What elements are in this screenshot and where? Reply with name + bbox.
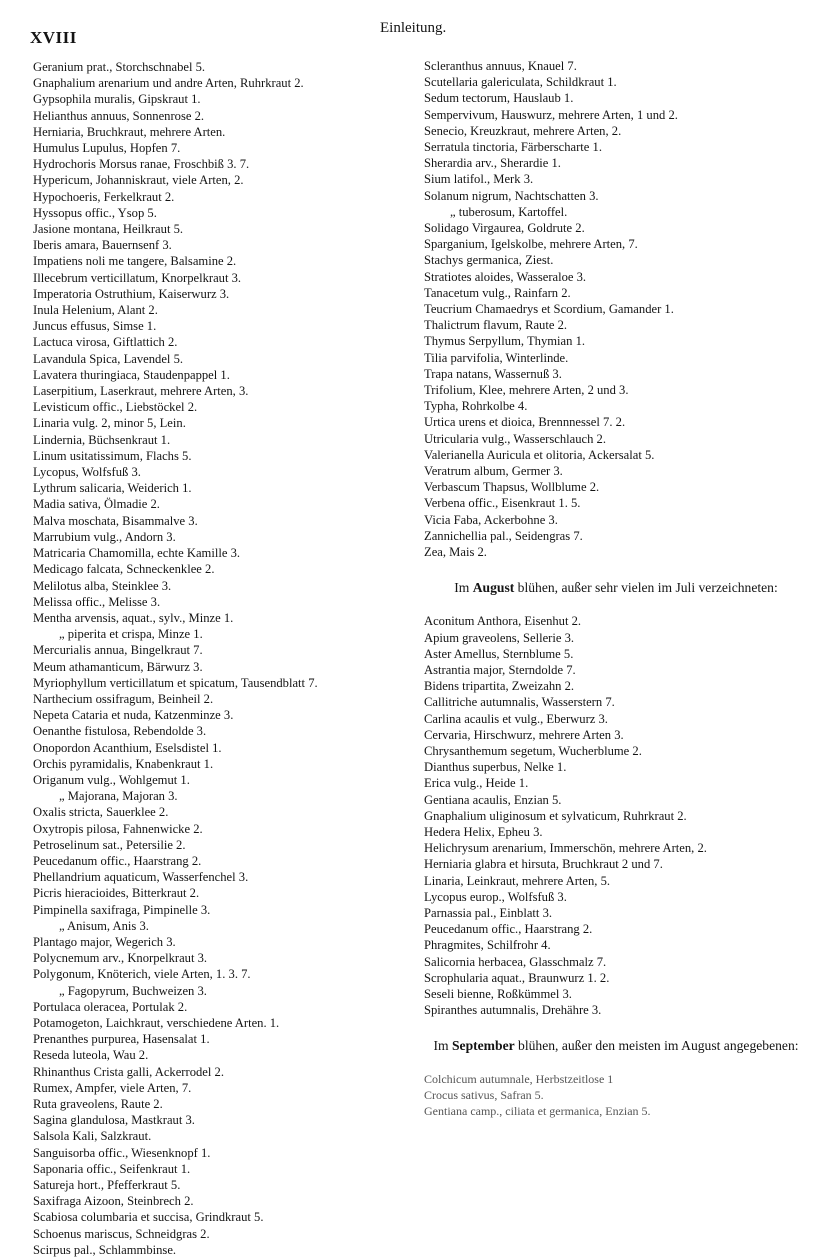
list-item: Rumex, Ampfer, viele Arten, 7. [33, 1080, 192, 1095]
list-item: Jasione montana, Heilkraut 5. [33, 222, 184, 237]
list-item: Iberis amara, Bauernsenf 3. [33, 238, 172, 253]
list-item: Apium graveolens, Sellerie 3. [424, 630, 575, 645]
list-item: Spiranthes autumnalis, Drehähre 3. [424, 1003, 602, 1018]
list-item: Phragmites, Schilfrohr 4. [424, 938, 551, 953]
list-item: Scleranthus annuus, Knauel 7. [424, 59, 577, 73]
list-item: Lavandula Spica, Lavendel 5. [33, 351, 184, 366]
page-number: XVIII [30, 28, 77, 47]
august-heading-month: August [472, 580, 515, 596]
list-item: Petroselinum sat., Petersilie 2. [33, 837, 186, 852]
list-item: Saponaria offic., Seifenkraut 1. [33, 1161, 191, 1176]
list-item: Polycnemum arv., Knorpelkraut 3. [33, 951, 208, 966]
list-item: Onopordon Acanthium, Eselsdistel 1. [33, 740, 222, 755]
list-item: Serratula tinctoria, Färberscharte 1. [424, 140, 602, 155]
list-item: Polygonum, Knöterich, viele Arten, 1. 3. 7. [33, 967, 251, 982]
list-item: Trifolium, Klee, mehrere Arten, 2 und 3. [424, 383, 629, 398]
list-item: Meum athamanticum, Bärwurz 3. [33, 659, 203, 674]
list-item: Matricaria Chamomilla, echte Kamille 3. [33, 546, 241, 561]
list-item: Saxifraga Aizoon, Steinbrech 2. [33, 1194, 194, 1209]
list-item: Stachys germanica, Ziest. [424, 253, 554, 268]
list-item: Narthecium ossifragum, Beinheil 2. [33, 691, 214, 706]
list-item: Thymus Serpyllum, Thymian 1. [424, 334, 586, 349]
list-item: Carlina acaulis et vulg., Eberwurz 3. [424, 711, 608, 726]
list-item: Origanum vulg., Wohlgemut 1. [33, 772, 190, 787]
list-item: Phellandrium aquaticum, Wasserfenchel 3. [33, 870, 249, 885]
list-item: Ruta graveolens, Raute 2. [33, 1097, 163, 1111]
list-item: Herniaria glabra et hirsuta, Bruchkraut 2 und 7. [424, 857, 663, 872]
list-item: Scutellaria galericulata, Schildkraut 1. [424, 75, 617, 90]
list-item: Typha, Rohrkolbe 4. [424, 399, 528, 414]
list-item: Trapa natans, Wassernuß 3. [424, 366, 562, 381]
list-item: Scirpus pal., Schlammbinse. [33, 1242, 177, 1257]
list-item: Scabiosa columbaria et succisa, Grindkraut 5. [33, 1210, 264, 1225]
list-item: Thalictrum flavum, Raute 2. [424, 318, 568, 333]
list-item: Peucedanum offic., Haarstrang 2. [424, 922, 593, 937]
list-item: Pimpinella saxifraga, Pimpinelle 3. [33, 902, 211, 917]
list-item: Hydrochoris Morsus ranae, Froschbiß 3. 7. [33, 157, 250, 172]
list-item: Sparganium, Igelskolbe, mehrere Arten, 7. [424, 237, 638, 252]
list-item: Hypericum, Johanniskraut, viele Arten, 2. [33, 173, 244, 188]
list-item: Teucrium Chamaedrys et Scordium, Gamander 1. [424, 302, 674, 317]
list-item: Lindernia, Büchsenkraut 1. [33, 432, 171, 447]
september-heading-prefix: Im [433, 1038, 452, 1054]
list-item: „ Majorana, Majoran 3. [59, 789, 178, 804]
list-item: Mercurialis annua, Bingelkraut 7. [33, 643, 203, 658]
list-item: Linum usitatissimum, Flachs 5. [33, 448, 192, 463]
list-item: Colchicum autumnale, Herbstzeitlose 1 [424, 1072, 614, 1087]
list-item: Bidens tripartita, Zweizahn 2. [424, 679, 575, 694]
list-item: Illecebrum verticillatum, Knorpelkraut 3. [33, 270, 242, 285]
list-item: Lavatera thuringiaca, Staudenpappel 1. [33, 367, 230, 382]
list-item: Lycopus europ., Wolfsfuß 3. [424, 889, 567, 904]
list-item: Helichrysum arenarium, Immerschön, mehrere Arten, 2. [424, 841, 707, 856]
list-item: Salicornia herbacea, Glasschmalz 7. [424, 954, 607, 969]
list-item: Melissa offic., Melisse 3. [33, 594, 161, 609]
list-item: Humulus Lupulus, Hopfen 7. [33, 141, 181, 156]
list-item: Impatiens noli me tangere, Balsamine 2. [33, 254, 237, 269]
list-item: Helianthus annuus, Sonnenrose 2. [33, 108, 205, 123]
list-item: Salsola Kali, Salzkraut. [33, 1129, 152, 1144]
list-item: Erica vulg., Heide 1. [424, 776, 529, 791]
list-item: Myriophyllum verticillatum et spicatum, Tausendblatt 7. [33, 675, 318, 690]
list-item: Prenanthes purpurea, Hasensalat 1. [33, 1032, 210, 1047]
august-heading-prefix: Im [454, 580, 473, 596]
right-column [424, 58, 808, 1119]
list-item: Potamogeton, Laichkraut, verschiedene Arten. 1. [33, 1015, 280, 1030]
september-heading-rest: blühen, außer den meisten im August angegebenen: [514, 1038, 799, 1054]
list-item: Cervaria, Hirschwurz, mehrere Arten 3. [424, 727, 624, 742]
list-item: Gnaphalium uliginosum et sylvaticum, Ruhrkraut 2. [424, 808, 687, 823]
list-item: Veratrum album, Germer 3. [424, 464, 563, 479]
left-column [33, 59, 415, 1258]
list-item: Laserpitium, Laserkraut, mehrere Arten, 3. [33, 384, 249, 399]
list-item: Inula Helenium, Alant 2. [33, 303, 158, 318]
list-item: Aster Amellus, Sternblume 5. [424, 646, 574, 661]
list-item: Oxytropis pilosa, Fahnenwicke 2. [33, 821, 203, 836]
list-item: Nepeta Cataria et nuda, Katzenminze 3. [33, 708, 234, 723]
list-item: Crocus sativus, Safran 5. [424, 1088, 544, 1103]
list-item: Gypsophila muralis, Gipskraut 1. [33, 92, 201, 107]
list-item: Portulaca oleracea, Portulak 2. [33, 999, 188, 1014]
list-item: Sempervivum, Hauswurz, mehrere Arten, 1 und 2. [424, 107, 678, 122]
list-item: Plantago major, Wegerich 3. [33, 934, 176, 949]
list-item: Utricularia vulg., Wasserschlauch 2. [424, 431, 607, 446]
list-item: Sedum tectorum, Hauslaub 1. [424, 91, 574, 106]
list-item: „ Anisum, Anis 3. [59, 918, 149, 933]
list-item: Astrantia major, Sterndolde 7. [424, 662, 576, 677]
list-item: Tilia parvifolia, Winterlinde. [424, 350, 569, 365]
list-item: Senecio, Kreuzkraut, mehrere Arten, 2. [424, 123, 622, 138]
list-item: Gentiana camp., ciliata et germanica, Enzian 5. [424, 1104, 651, 1119]
list-item: Vicia Faba, Ackerbohne 3. [424, 512, 558, 527]
list-item: Mentha arvensis, aquat., sylv., Minze 1. [33, 610, 234, 625]
list-item: Lycopus, Wolfsfuß 3. [33, 465, 141, 480]
list-item: Geranium prat., Storchschnabel 5. [33, 60, 206, 74]
list-item: Sagina glandulosa, Mastkraut 3. [33, 1113, 195, 1128]
list-item: Seseli bienne, Roßkümmel 3. [424, 986, 572, 1001]
list-item: „ tuberosum, Kartoffel. [450, 204, 568, 219]
right-column-list [424, 58, 808, 560]
list-item: Urtica urens et dioica, Brennnessel 7. 2. [424, 415, 626, 430]
list-item: „ piperita et crispa, Minze 1. [59, 627, 203, 642]
august-list [424, 613, 808, 1018]
august-heading-rest: blühen, außer sehr vielen im Juli verzeichneten: [514, 580, 778, 596]
list-item: Marrubium vulg., Andorn 3. [33, 529, 176, 544]
list-item: Sherardia arv., Sherardie 1. [424, 156, 561, 171]
list-item: Solanum nigrum, Nachtschatten 3. [424, 188, 599, 203]
list-item: Oenanthe fistulosa, Rebendolde 3. [33, 724, 207, 739]
list-item: Solidago Virgaurea, Goldrute 2. [424, 221, 585, 236]
list-item: Picris hieracioides, Bitterkraut 2. [33, 886, 200, 901]
list-item: Chrysanthemum segetum, Wucherblume 2. [424, 743, 642, 758]
list-item: Zea, Mais 2. [424, 545, 487, 560]
list-item: Sium latifol., Merk 3. [424, 172, 534, 187]
list-item: Reseda luteola, Wau 2. [33, 1048, 149, 1063]
list-item: Linaria, Leinkraut, mehrere Arten, 5. [424, 873, 611, 888]
august-heading [424, 578, 808, 597]
list-item: Schoenus mariscus, Schneidgras 2. [33, 1226, 210, 1241]
list-item: Peucedanum offic., Haarstrang 2. [33, 853, 202, 868]
list-item: Aconitum Anthora, Eisenhut 2. [424, 614, 582, 629]
september-heading [424, 1036, 808, 1055]
list-item: Verbena offic., Eisenkraut 1. 5. [424, 496, 581, 511]
list-item: Imperatoria Ostruthium, Kaiserwurz 3. [33, 286, 230, 301]
list-item: „ Fagopyrum, Buchweizen 3. [59, 983, 207, 998]
list-item: Melilotus alba, Steinklee 3. [33, 578, 172, 593]
list-item: Gnaphalium arenarium und andre Arten, Ruhrkraut 2. [33, 76, 304, 91]
list-item: Levisticum offic., Liebstöckel 2. [33, 400, 198, 415]
list-item: Hypochoeris, Ferkelkraut 2. [33, 189, 175, 204]
list-item: Hyssopus offic., Ysop 5. [33, 205, 157, 220]
list-item: Madia sativa, Ölmadie 2. [33, 497, 160, 512]
list-item: Sanguisorba offic., Wiesenknopf 1. [33, 1145, 211, 1160]
list-item: Callitriche autumnalis, Wasserstern 7. [424, 695, 615, 710]
list-item: Juncus effusus, Simse 1. [33, 319, 157, 334]
list-item: Hedera Helix, Epheu 3. [424, 824, 543, 839]
september-list [424, 1071, 808, 1119]
list-item: Lythrum salicaria, Weiderich 1. [33, 481, 192, 496]
list-item: Malva moschata, Bisammalve 3. [33, 513, 198, 528]
list-item: Orchis pyramidalis, Knabenkraut 1. [33, 756, 214, 771]
list-item: Oxalis stricta, Sauerklee 2. [33, 805, 169, 820]
list-item: Herniaria, Bruchkraut, mehrere Arten. [33, 124, 226, 139]
september-heading-month: September [451, 1038, 515, 1054]
list-item: Gentiana acaulis, Enzian 5. [424, 792, 562, 807]
list-item: Parnassia pal., Einblatt 3. [424, 905, 553, 920]
list-item: Tanacetum vulg., Rainfarn 2. [424, 285, 571, 300]
list-item: Scrophularia aquat., Braunwurz 1. 2. [424, 970, 610, 985]
list-item: Linaria vulg. 2, minor 5, Lein. [33, 416, 186, 431]
list-item: Dianthus superbus, Nelke 1. [424, 760, 567, 775]
list-item: Verbascum Thapsus, Wollblume 2. [424, 480, 600, 495]
list-item: Zannichellia pal., Seidengras 7. [424, 528, 583, 543]
list-item: Stratiotes aloides, Wasseraloe 3. [424, 269, 587, 284]
list-item: Lactuca virosa, Giftlattich 2. [33, 335, 178, 350]
list-item: Medicago falcata, Schneckenklee 2. [33, 562, 215, 577]
list-item: Rhinanthus Crista galli, Ackerrodel 2. [33, 1064, 224, 1079]
list-item: Valerianella Auricula et olitoria, Ackersalat 5. [424, 447, 655, 462]
running-head: Einleitung. [380, 20, 447, 36]
list-item: Satureja hort., Pfefferkraut 5. [33, 1178, 181, 1193]
